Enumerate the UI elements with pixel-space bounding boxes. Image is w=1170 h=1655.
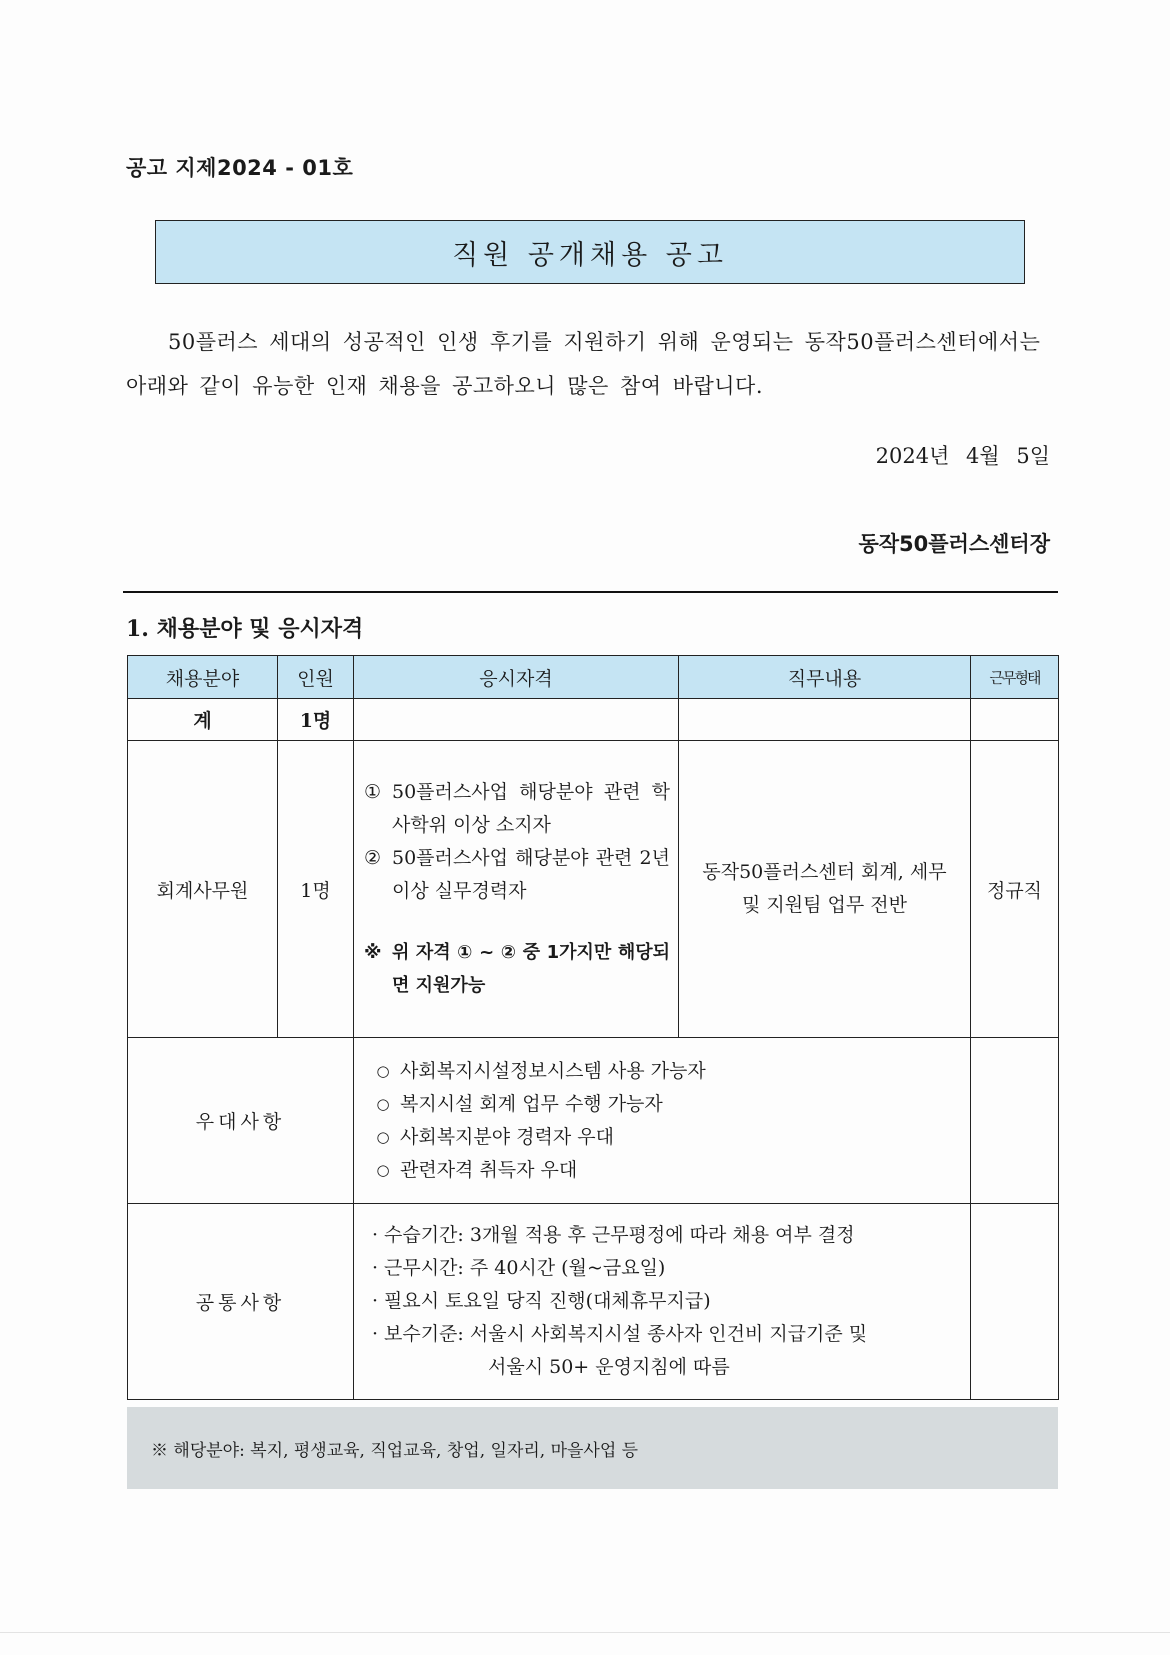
common-text: 보수기준: 서울시 사회복지시설 종사자 인건비 지급기준 및 (384, 1323, 868, 1345)
qualification-note (364, 936, 670, 1002)
preference-text: 관련자격 취득자 우대 (400, 1158, 578, 1181)
qualification-item (364, 776, 670, 842)
scan-edge (0, 1632, 1170, 1633)
section-title: 1. 채용분야 및 응시자격 (126, 616, 364, 642)
common-item (366, 1219, 964, 1252)
notice-number: 공고 지제2024 - 01호 (126, 156, 354, 180)
bullet-dot-icon: · (371, 1290, 379, 1312)
announcement-date: 2024년 4월 5일 (875, 444, 1050, 468)
common-text: 필요시 토요일 당직 진행(대체휴무지급) (384, 1290, 711, 1312)
title-box (155, 220, 1025, 284)
intro-paragraph: 50플러스 세대의 성공적인 인생 후기를 지원하기 위해 운영되는 동작50플러스센터에서는 아래와 같이 유능한 인재 채용을 공고하오니 많은 참여 바랍니다. (126, 330, 1041, 398)
preference-empty-cell (971, 1038, 1059, 1204)
qualification-mark: ② (364, 847, 382, 869)
qualification-item (364, 842, 670, 908)
qualification-mark: ① (364, 781, 382, 803)
common-text: 근무시간: 주 40시간 (월~금요일) (384, 1257, 666, 1279)
common-continuation: 서울시 50+ 운영지침에 따름 (488, 1356, 730, 1378)
common-empty-cell (971, 1204, 1059, 1400)
position-count: 1명 (278, 741, 354, 1038)
duties-text: 동작50플러스센터 회계, 세무 및 지원팀 업무 전반 (702, 861, 947, 916)
preference-item (366, 1055, 964, 1088)
preference-item (366, 1154, 964, 1187)
total-label: 계 (128, 699, 278, 741)
common-item (366, 1318, 964, 1351)
footnote-text: ※ 해당분야: 복지, 평생교육, 직업교육, 창업, 일자리, 마을사업 등 (151, 1440, 639, 1461)
qualification-text: 50플러스사업 해당분야 관련 학사학위 이상 소지자 (392, 781, 670, 836)
preference-row (128, 1038, 1059, 1204)
bullet-circle-icon: ○ (376, 1160, 390, 1179)
common-label: 공통사항 (128, 1204, 354, 1400)
qualification-cell (354, 741, 679, 1038)
header-employment-type: 근무형태 (971, 656, 1059, 699)
recruitment-table (127, 655, 1059, 1400)
preference-text: 복지시설 회계 업무 수행 가능자 (400, 1092, 663, 1115)
position-field: 회계사무원 (128, 741, 278, 1038)
bullet-dot-icon: · (371, 1224, 379, 1246)
common-text: 수습기간: 3개월 적용 후 근무평정에 따라 채용 여부 결정 (384, 1224, 855, 1246)
position-row (128, 741, 1059, 1038)
total-count: 1명 (278, 699, 354, 741)
document-title: 직원 공개채용 공고 (452, 239, 728, 271)
total-empty-cell (971, 699, 1059, 741)
header-duties: 직무내용 (679, 656, 971, 699)
bullet-dot-icon: · (371, 1257, 379, 1279)
common-list (354, 1204, 971, 1400)
divider (123, 591, 1058, 593)
bullet-circle-icon: ○ (376, 1094, 390, 1113)
preference-item (366, 1121, 964, 1154)
bullet-circle-icon: ○ (376, 1127, 390, 1146)
header-field: 채용분야 (128, 656, 278, 699)
total-empty-cell (679, 699, 971, 741)
bullet-circle-icon: ○ (376, 1061, 390, 1080)
preference-item (366, 1088, 964, 1121)
common-row (128, 1204, 1059, 1400)
preference-text: 사회복지시설정보시스템 사용 가능자 (400, 1059, 706, 1082)
common-item (366, 1252, 964, 1285)
duties-cell (679, 741, 971, 1038)
total-row (128, 699, 1059, 741)
common-item (366, 1285, 964, 1318)
preference-text: 사회복지분야 경력자 우대 (400, 1125, 614, 1148)
bullet-dot-icon: · (371, 1323, 379, 1345)
header-qualification: 응시자격 (354, 656, 679, 699)
qualification-text: 50플러스사업 해당분야 관련 2년 이상 실무경력자 (392, 847, 670, 902)
preference-label: 우대사항 (128, 1038, 354, 1204)
note-mark: ※ (364, 942, 382, 963)
footnote-box (127, 1407, 1058, 1489)
employment-type-cell: 정규직 (971, 741, 1059, 1038)
signer: 동작50플러스센터장 (858, 532, 1050, 556)
total-empty-cell (354, 699, 679, 741)
preference-list (354, 1038, 971, 1204)
note-text: 위 자격 ① ~ ② 중 1가지만 해당되면 지원가능 (392, 942, 670, 996)
header-count: 인원 (278, 656, 354, 699)
table-header-row (128, 656, 1059, 699)
